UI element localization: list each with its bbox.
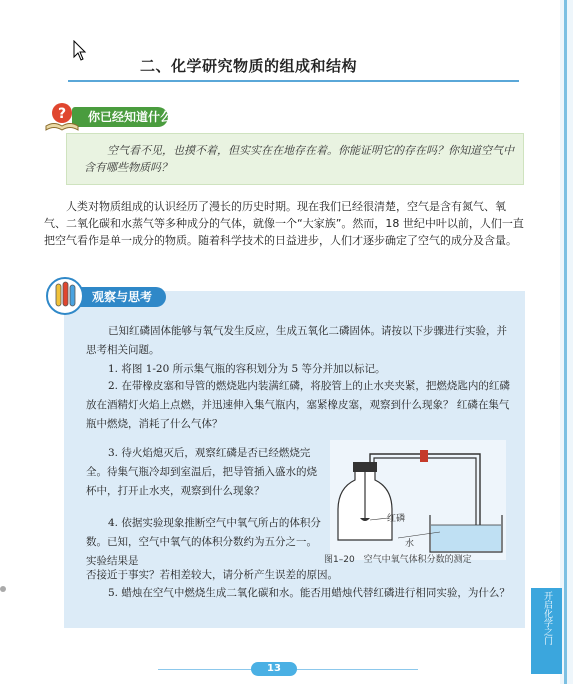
intro-paragraph: 人类对物质组成的认识经历了漫长的历史时期。现在我们已经很清楚，空气是含有氮气、氧气、二氧化碳和水蒸气等多种成分的气体，就像一个“大家族”。然而，18 世纪中叶以前，人们一直把空气看作是单一成分的物质。随着科学技术的日益进步，人们才逐步确定了空气的成分及含量。 <box>44 200 524 247</box>
observe-intro: 已知红磷固体能够与氧气发生反应，生成五氧化二磷固体。请按以下步骤进行实验，并思考相关问题。 <box>86 325 507 356</box>
page-number: 13 <box>251 662 297 676</box>
experiment-figure <box>330 440 506 560</box>
figure-label-red-phosphorus: 红磷 <box>387 514 406 524</box>
observe-step-2: 2. 在带橡皮塞和导管的燃烧匙内装满红磷，将胶管上的止水夹夹紧，把燃烧匙内的红磷放在酒精灯火焰上点燃，并迅速伸入集气瓶内，塞紧橡皮塞，观察到什么现象？ 红磷在集气瓶中燃烧，消耗了什么气体？ <box>86 380 510 430</box>
scan-dot <box>0 586 6 592</box>
section-title: 二、化学研究物质的组成和结构 <box>140 57 358 75</box>
observe-step-4-cont: 否接近于事实？若相差较大，请分析产生误差的原因。 <box>86 569 338 581</box>
observe-step-4: 4. 依据实验现象推断空气中氧气所占的体积分数。已知，空气中氧气的体积分数约为五分之一。实验结果是 <box>86 517 321 567</box>
know-text: 空气看不见，也摸不着，但实实在在地存在着。你能证明它的存在吗？你知道空气中含有哪些物质吗？ <box>84 144 514 174</box>
chapter-side-tab-label: 开启化学之门 <box>542 591 552 645</box>
page-edge-strip <box>560 0 573 684</box>
figure-label-water: 水 <box>405 539 415 549</box>
test-tubes-icon <box>46 277 84 315</box>
figure-caption: 图1–20 空气中氧气体积分数的测定 <box>324 555 472 565</box>
svg-text:?: ? <box>57 106 67 122</box>
observe-step-1: 1. 将图 1-20 所示集气瓶的容积划分为 5 等分并加以标记。 <box>108 363 386 375</box>
mouse-cursor-icon <box>73 40 87 62</box>
observe-step-3: 3. 待火焰熄灭后，观察红磷是否已经燃烧完全。待集气瓶冷却到室温后，把导管插入盛水的烧杯中，打开止水夹，观察到什么现象？ <box>86 447 317 497</box>
know-label: 你已经知道什么 <box>88 110 173 124</box>
observe-label: 观察与思考 <box>92 290 153 304</box>
observe-step-5: 5. 蜡烛在空气中燃烧生成二氧化碳和水。能否用蜡烛代替红磷进行相同实验，为什么？ <box>108 587 510 599</box>
title-underline <box>68 80 519 82</box>
book-question-icon <box>44 102 80 132</box>
chapter-side-tab <box>531 588 562 674</box>
